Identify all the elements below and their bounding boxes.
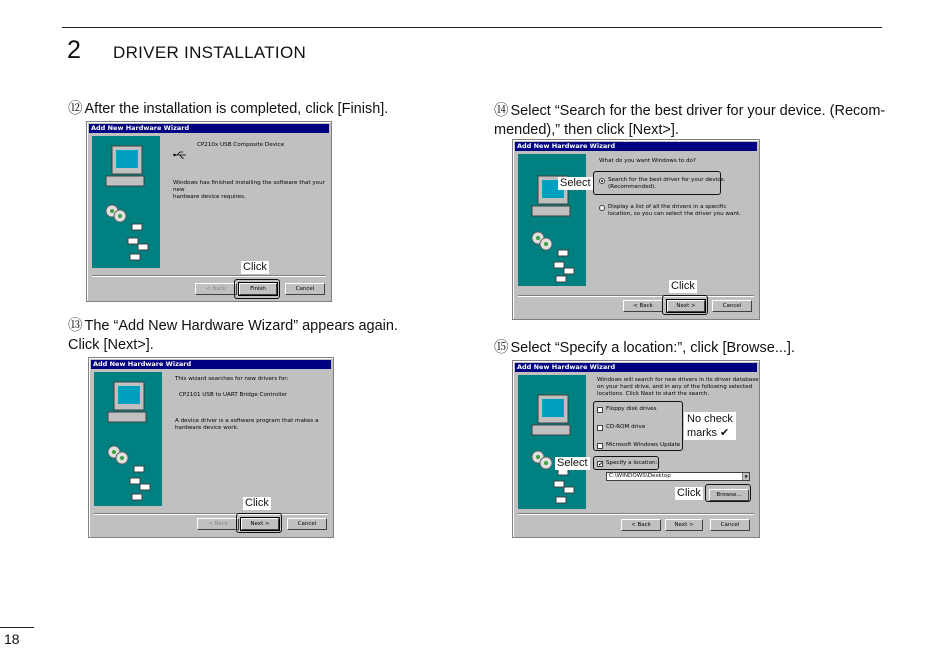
callout-box-specify: [593, 456, 659, 470]
next-button[interactable]: Next >: [241, 518, 279, 530]
floppy-label: Floppy disk drives: [606, 406, 657, 412]
specify-location-label: Specify a location:: [606, 460, 658, 466]
chapter-number: 2: [67, 36, 81, 64]
wizard-art: [94, 372, 162, 506]
cancel-button[interactable]: Cancel: [287, 518, 327, 530]
step-number: ⑫: [68, 101, 83, 117]
top-rule: [62, 27, 882, 28]
dialog-body: Windows will search for new drivers in its driver database on your hard drive, and in any of the following selected locations. Click Next to start the search.: [597, 377, 759, 397]
callout-box-next: [236, 513, 282, 533]
step-number: ⑮: [494, 340, 509, 356]
cancel-button[interactable]: Cancel: [710, 519, 750, 531]
windows-update-label: Microsoft Windows Update: [606, 442, 681, 448]
step-15: [494, 339, 894, 358]
callout-box-next: [662, 295, 708, 315]
dialog-separator: [518, 295, 754, 297]
callout-box-browse: [705, 484, 751, 502]
cancel-button[interactable]: Cancel: [285, 283, 325, 295]
step-text: After the installation is completed, click [Finish].: [84, 101, 389, 117]
cdrom-label: CD-ROM drive: [606, 424, 646, 430]
cancel-button[interactable]: Cancel: [712, 300, 752, 312]
callout-click-label: Click: [245, 497, 269, 509]
wizard-art: [518, 375, 586, 509]
dialog-intro: This wizard searches for new drivers for:: [175, 376, 289, 382]
wizard-dialog-search: [88, 357, 334, 538]
callout-nocheck-label: No check marks ✔: [684, 412, 736, 440]
dialog-separator: [94, 513, 328, 515]
callout-select-label: Select: [557, 457, 588, 469]
finish-button[interactable]: Finish: [239, 283, 277, 295]
dialog-question: What do you want Windows to do?: [599, 158, 696, 164]
step-text: Select “Search for the best driver for your device. (Recom- mended),” then click [Next>].: [494, 103, 886, 138]
back-button[interactable]: < Back: [621, 519, 661, 531]
callout-box-search-option: [593, 171, 721, 195]
callout-click-label: Click: [677, 487, 701, 499]
wizard-dialog-driver-choice: [512, 139, 760, 320]
callout-box-finish: [234, 279, 280, 299]
device-name: CP2101 USB to UART Bridge Controller: [179, 392, 288, 398]
step-text: The “Add New Hardware Wizard” appears again. Click [Next>].: [68, 318, 398, 353]
chevron-down-icon[interactable]: ▼: [742, 473, 749, 480]
device-name: CP210x USB Composite Device: [197, 142, 285, 148]
callout-click-label: Click: [671, 280, 695, 292]
step-14: [494, 102, 894, 140]
location-path: C:\WINDOWS\Desktop: [609, 473, 671, 479]
callout-box-unchecked: [593, 401, 683, 451]
next-button[interactable]: Next >: [667, 300, 705, 312]
wizard-art: [518, 154, 586, 286]
display-list-radio[interactable]: [599, 205, 605, 211]
callout-click-label: Click: [243, 261, 267, 273]
wizard-dialog-finish: [86, 121, 332, 302]
dialog-title: Add New Hardware Wizard: [89, 124, 329, 133]
step-12: [68, 100, 428, 119]
dialog-body: A device driver is a software program that makes a hardware device work.: [175, 418, 319, 431]
wizard-art: [92, 136, 160, 268]
step-number: ⑬: [68, 318, 83, 334]
dialog-title: Add New Hardware Wizard: [91, 360, 331, 369]
callout-select-label: Select: [560, 177, 591, 189]
usb-icon: [173, 144, 187, 152]
dialog-separator: [92, 275, 326, 277]
back-button[interactable]: < Back: [197, 518, 239, 530]
step-13: [68, 317, 448, 355]
browse-button[interactable]: Browse...: [709, 489, 749, 501]
dialog-separator: [518, 513, 754, 515]
next-button[interactable]: Next >: [665, 519, 703, 531]
back-button[interactable]: < Back: [623, 300, 663, 312]
option-search-label: Search for the best driver for your device. (Recommended).: [608, 177, 726, 190]
chapter-title: DRIVER INSTALLATION: [113, 43, 307, 62]
dialog-title: Add New Hardware Wizard: [515, 363, 757, 372]
back-button[interactable]: < Back: [195, 283, 237, 295]
step-text: Select “Specify a location:”, click [Browse...].: [510, 340, 795, 356]
dialog-body: Windows has finished installing the software that your new hardware device requires.: [173, 180, 325, 200]
bottom-rule: [0, 627, 34, 628]
page-number: 18: [4, 631, 20, 647]
option-display-label: Display a list of all the drivers in a specific location, so you can select the driver you want.: [608, 204, 741, 217]
location-combo[interactable]: [606, 472, 750, 481]
step-number: ⑭: [494, 103, 509, 119]
dialog-title: Add New Hardware Wizard: [515, 142, 757, 151]
specify-location-checkbox[interactable]: ✔: [598, 461, 604, 468]
